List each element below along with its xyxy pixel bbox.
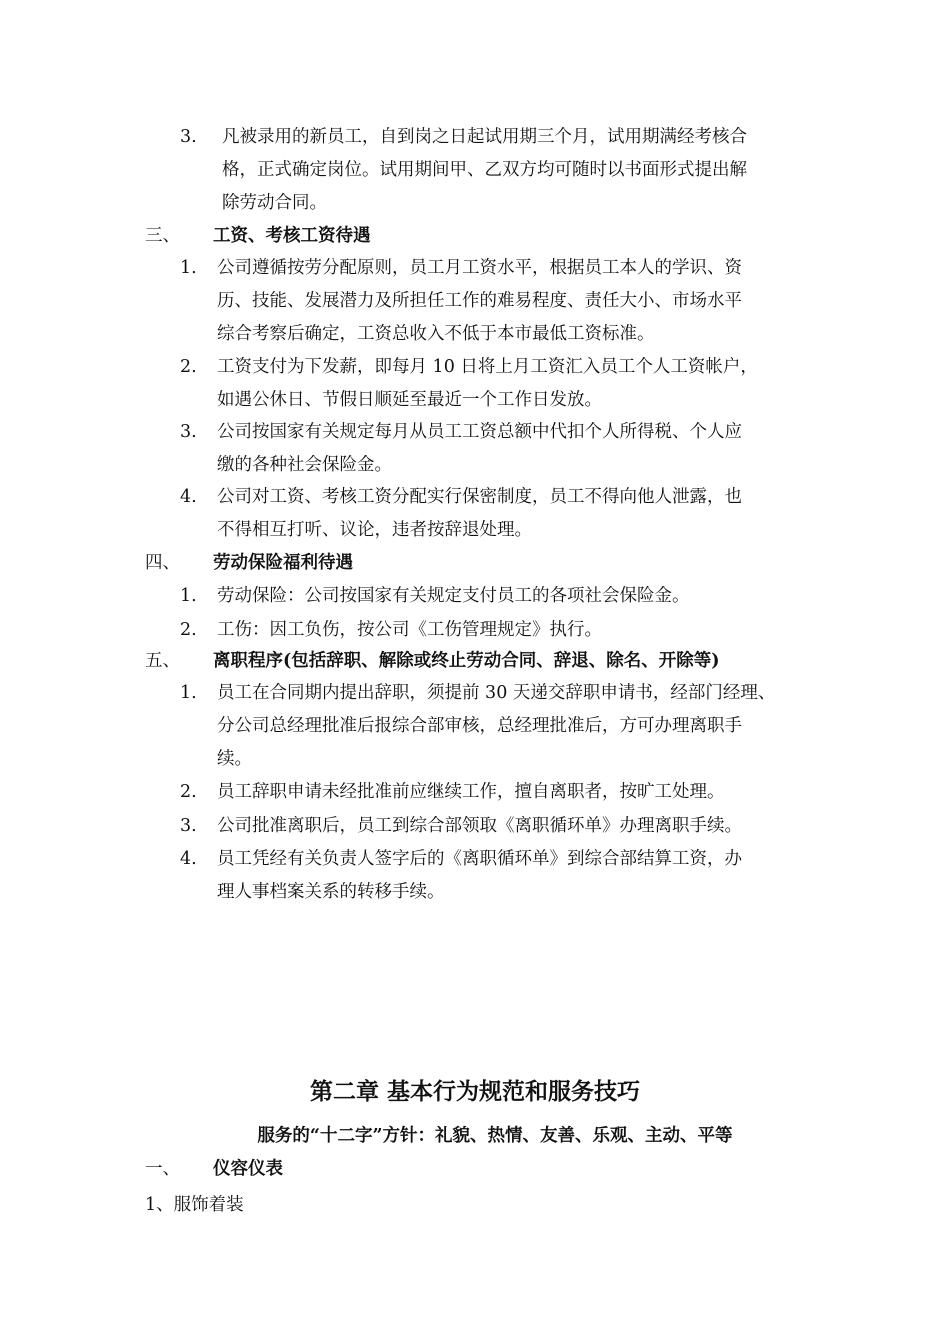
item-text-line: 如遇公休日、节假日顺延至最近一个工作日发放。 <box>217 390 602 410</box>
item-text-line: 格，正式确定岗位。试用期间甲、乙双方均可随时以书面形式提出解 <box>222 160 747 180</box>
section-number: 三、 <box>145 226 180 246</box>
item-number: 3. <box>180 127 197 147</box>
section-number: 一、 <box>145 1159 180 1179</box>
item-text-line: 公司遵循按劳分配原则，员工月工资水平，根据员工本人的学识、资 <box>217 258 742 278</box>
item-text-line: 员工在合同期内提出辞职，须提前 30 天递交辞职申请书，经部门经理、 <box>217 683 776 703</box>
item-text-line: 工伤：因工负伤，按公司《工伤管理规定》执行。 <box>217 620 602 640</box>
item-text-line: 缴的各种社会保险金。 <box>217 455 392 475</box>
section-number: 五、 <box>145 651 180 671</box>
item-number: 3. <box>180 816 197 836</box>
item-number: 2. <box>180 620 197 640</box>
item-text-line: 续。 <box>217 749 252 769</box>
item-text-line: 除劳动合同。 <box>222 193 327 213</box>
item-text-line: 劳动保险：公司按国家有关规定支付员工的各项社会保险金。 <box>217 586 690 606</box>
section-title: 离职程序(包括辞职、解除或终止劳动合同、辞退、除名、开除等) <box>213 651 720 671</box>
section-title: 工资、考核工资待遇 <box>213 226 371 246</box>
item-text-line: 公司批准离职后，员工到综合部领取《离职循环单》办理离职手续。 <box>217 816 742 836</box>
item-number: 4. <box>180 849 197 869</box>
item-text-line: 理人事档案关系的转移手续。 <box>217 882 445 902</box>
item-number: 3. <box>180 422 197 442</box>
item-number: 1. <box>180 683 197 703</box>
item-number: 1. <box>180 586 197 606</box>
chapter-title: 第二章 基本行为规范和服务技巧 <box>309 1078 640 1105</box>
item-text-line: 员工辞职申请未经批准前应继续工作，擅自离职者，按旷工处理。 <box>217 782 725 802</box>
item-text-line: 凡被录用的新员工，自到岗之日起试用期三个月，试用期满经考核合 <box>222 127 747 147</box>
section-title: 劳动保险福利待遇 <box>213 553 353 573</box>
subsection-title: 1、服饰着装 <box>145 1195 244 1215</box>
item-text-line: 分公司总经理批准后报综合部审核，总经理批准后，方可办理离职手 <box>217 716 742 736</box>
item-text-line: 综合考察后确定，工资总收入不低于本市最低工资标准。 <box>217 324 655 344</box>
item-text-line: 工资支付为下发薪，即每月 10 日将上月工资汇入员工个人工资帐户， <box>217 357 758 377</box>
item-number: 2. <box>180 782 197 802</box>
section-number: 四、 <box>145 553 180 573</box>
item-text-line: 员工凭经有关负责人签字后的《离职循环单》到综合部结算工资，办 <box>217 849 742 869</box>
item-text-line: 不得相互打听、议论，违者按辞退处理。 <box>217 520 532 540</box>
item-text-line: 公司对工资、考核工资分配实行保密制度，员工不得向他人泄露，也 <box>217 487 742 507</box>
item-text-line: 历、技能、发展潜力及所担任工作的难易程度、责任大小、市场水平 <box>217 291 742 311</box>
item-text-line: 公司按国家有关规定每月从员工工资总额中代扣个人所得税、个人应 <box>217 422 742 442</box>
item-number: 4. <box>180 487 197 507</box>
section-title: 仪容仪表 <box>213 1159 283 1179</box>
item-number: 1. <box>180 258 197 278</box>
item-number: 2. <box>180 357 197 377</box>
chapter-motto: 服务的“十二字”方针：礼貌、热情、友善、乐观、主动、平等 <box>257 1126 733 1146</box>
